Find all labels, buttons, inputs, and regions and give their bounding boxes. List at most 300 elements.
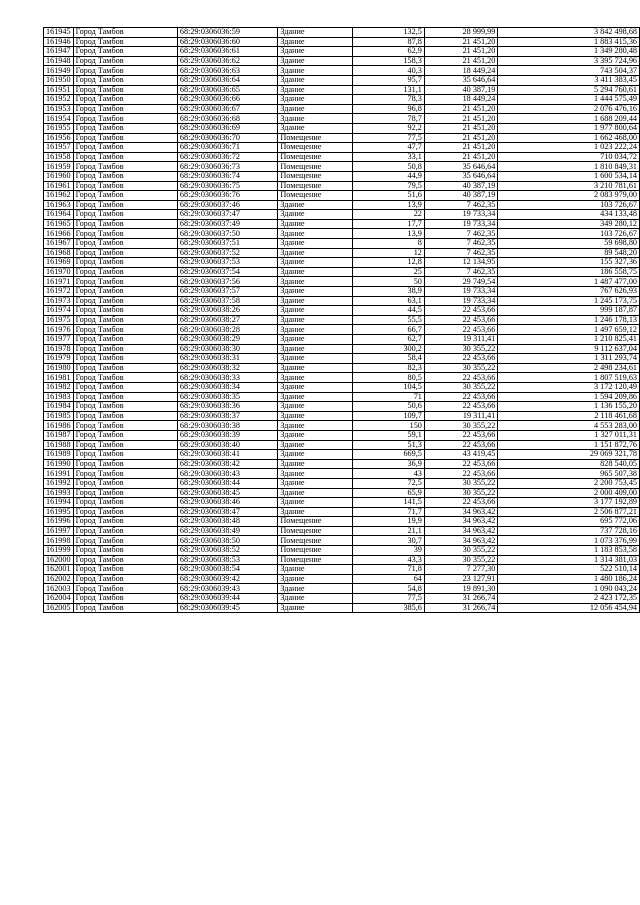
area-cell: 12 [353,248,425,258]
object-type-cell: Здание [278,47,353,57]
object-type-cell: Здание [278,488,353,498]
table-row [44,363,640,373]
cadastral-number-cell: 68:29:0306038:53 [177,555,277,565]
specific-value-cell: 22 453,66 [424,354,497,364]
area-cell: 19,9 [353,517,425,527]
cadastral-number-cell: 68:29:0306037:54 [177,267,277,277]
cadastral-value-cell: 767 626,93 [498,287,640,297]
object-type-cell: Здание [278,267,353,277]
object-type-cell: Здание [278,56,353,66]
row-number-cell: 161950 [44,75,74,85]
cadastral-number-cell: 68:29:0306038:29 [177,335,277,345]
city-cell: Город Тамбов [73,584,177,594]
cadastral-value-cell: 3 842 498,68 [498,28,640,38]
cadastral-value-cell: 89 548,20 [498,248,640,258]
cadastral-value-cell: 1 444 575,49 [498,95,640,105]
object-type-cell: Здание [278,200,353,210]
table-row [44,210,640,220]
area-cell: 22 [353,210,425,220]
specific-value-cell: 21 451,20 [424,37,497,47]
cadastral-number-cell: 68:29:0306038:49 [177,526,277,536]
cadastral-number-cell: 68:29:0306038:28 [177,325,277,335]
cadastral-value-cell: 3 411 383,45 [498,75,640,85]
table-row [44,382,640,392]
specific-value-cell: 18 449,24 [424,95,497,105]
cadastral-value-cell: 4 553 283,00 [498,421,640,431]
area-cell: 77,5 [353,133,425,143]
table-row [44,603,640,613]
cadastral-number-cell: 68:29:0306036:69 [177,123,277,133]
cadastral-number-cell: 68:29:0306036:71 [177,143,277,153]
cadastral-number-cell: 68:29:0306039:42 [177,574,277,584]
cadastral-number-cell: 68:29:0306036:59 [177,28,277,38]
city-cell: Город Тамбов [73,459,177,469]
object-type-cell: Здание [278,440,353,450]
cadastral-number-cell: 68:29:0306038:40 [177,440,277,450]
cadastral-value-cell: 1 883 415,36 [498,37,640,47]
table-row [44,95,640,105]
cadastral-value-cell: 2 118 461,68 [498,411,640,421]
row-number-cell: 161995 [44,507,74,517]
cadastral-number-cell: 68:29:0306036:65 [177,85,277,95]
object-type-cell: Здание [278,114,353,124]
area-cell: 104,5 [353,382,425,392]
area-cell: 95,7 [353,75,425,85]
object-type-cell: Здание [278,402,353,412]
row-number-cell: 161991 [44,469,74,479]
cadastral-value-cell: 1 210 825,41 [498,335,640,345]
object-type-cell: Здание [278,277,353,287]
object-type-cell: Здание [278,219,353,229]
row-number-cell: 161957 [44,143,74,153]
city-cell: Город Тамбов [73,258,177,268]
row-number-cell: 161953 [44,104,74,114]
table-row [44,526,640,536]
area-cell: 8 [353,239,425,249]
table-row [44,565,640,575]
specific-value-cell: 22 453,66 [424,392,497,402]
specific-value-cell: 21 451,20 [424,133,497,143]
table-row [44,354,640,364]
object-type-cell: Здание [278,229,353,239]
cadastral-number-cell: 68:29:0306036:73 [177,162,277,172]
area-cell: 54,8 [353,584,425,594]
object-type-cell: Помещение [278,133,353,143]
area-cell: 65,9 [353,488,425,498]
city-cell: Город Тамбов [73,171,177,181]
object-type-cell: Здание [278,584,353,594]
row-number-cell: 161975 [44,315,74,325]
cadastral-value-cell: 710 034,72 [498,152,640,162]
table-row [44,440,640,450]
city-cell: Город Тамбов [73,517,177,527]
table-row [44,325,640,335]
specific-value-cell: 31 266,74 [424,603,497,613]
table-row [44,287,640,297]
table-row [44,267,640,277]
object-type-cell: Здание [278,75,353,85]
cadastral-value-cell: 1 090 043,24 [498,584,640,594]
cadastral-number-cell: 68:29:0306038:47 [177,507,277,517]
cadastral-value-cell: 695 772,06 [498,517,640,527]
area-cell: 109,7 [353,411,425,421]
row-number-cell: 161958 [44,152,74,162]
object-type-cell: Здание [278,421,353,431]
city-cell: Город Тамбов [73,594,177,604]
row-number-cell: 162005 [44,603,74,613]
city-cell: Город Тамбов [73,229,177,239]
area-cell: 39 [353,546,425,556]
object-type-cell: Здание [278,258,353,268]
specific-value-cell: 19 311,41 [424,335,497,345]
area-cell: 62,7 [353,335,425,345]
object-type-cell: Здание [278,296,353,306]
table-row [44,162,640,172]
area-cell: 141,5 [353,498,425,508]
city-cell: Город Тамбов [73,555,177,565]
object-type-cell: Здание [278,123,353,133]
area-cell: 78,3 [353,95,425,105]
row-number-cell: 161949 [44,66,74,76]
row-number-cell: 162004 [44,594,74,604]
cadastral-value-cell: 737 728,16 [498,526,640,536]
row-number-cell: 161952 [44,95,74,105]
cadastral-number-cell: 68:29:0306036:67 [177,104,277,114]
row-number-cell: 161948 [44,56,74,66]
area-cell: 13,9 [353,229,425,239]
row-number-cell: 161970 [44,267,74,277]
object-type-cell: Здание [278,498,353,508]
city-cell: Город Тамбов [73,114,177,124]
specific-value-cell: 19 891,30 [424,584,497,594]
row-number-cell: 161999 [44,546,74,556]
area-cell: 25 [353,267,425,277]
table-body [44,28,640,613]
specific-value-cell: 34 963,42 [424,517,497,527]
cadastral-number-cell: 68:29:0306036:61 [177,47,277,57]
table-row [44,546,640,556]
city-cell: Город Тамбов [73,382,177,392]
area-cell: 51,3 [353,440,425,450]
city-cell: Город Тамбов [73,565,177,575]
object-type-cell: Помещение [278,171,353,181]
table-row [44,594,640,604]
cadastral-number-cell: 68:29:0306038:31 [177,354,277,364]
city-cell: Город Тамбов [73,56,177,66]
city-cell: Город Тамбов [73,287,177,297]
specific-value-cell: 7 462,35 [424,248,497,258]
specific-value-cell: 31 266,74 [424,594,497,604]
cadastral-number-cell: 68:29:0306037:56 [177,277,277,287]
row-number-cell: 161960 [44,171,74,181]
area-cell: 300,2 [353,344,425,354]
row-number-cell: 161967 [44,239,74,249]
cadastral-number-cell: 68:29:0306038:44 [177,478,277,488]
cadastral-number-cell: 68:29:0306038:35 [177,392,277,402]
specific-value-cell: 21 451,20 [424,123,497,133]
cadastral-number-cell: 68:29:0306038:27 [177,315,277,325]
table-row [44,584,640,594]
row-number-cell: 161993 [44,488,74,498]
city-cell: Город Тамбов [73,37,177,47]
city-cell: Город Тамбов [73,574,177,584]
object-type-cell: Здание [278,28,353,38]
city-cell: Город Тамбов [73,498,177,508]
table-row [44,335,640,345]
object-type-cell: Здание [278,373,353,383]
table-row [44,315,640,325]
specific-value-cell: 19 733,34 [424,296,497,306]
city-cell: Город Тамбов [73,306,177,316]
cadastral-number-cell: 68:29:0306037:46 [177,200,277,210]
cadastral-value-cell: 2 506 877,21 [498,507,640,517]
object-type-cell: Здание [278,306,353,316]
table-row [44,171,640,181]
specific-value-cell: 22 453,66 [424,469,497,479]
specific-value-cell: 29 749,54 [424,277,497,287]
row-number-cell: 161945 [44,28,74,38]
table-row [44,459,640,469]
object-type-cell: Здание [278,594,353,604]
cadastral-number-cell: 68:29:0306036:76 [177,191,277,201]
specific-value-cell: 30 355,22 [424,344,497,354]
city-cell: Город Тамбов [73,75,177,85]
row-number-cell: 161955 [44,123,74,133]
cadastral-number-cell: 68:29:0306038:50 [177,536,277,546]
specific-value-cell: 40 387,19 [424,191,497,201]
table-row [44,296,640,306]
row-number-cell: 161986 [44,421,74,431]
city-cell: Город Тамбов [73,277,177,287]
cadastral-number-cell: 68:29:0306037:51 [177,239,277,249]
table-row [44,478,640,488]
object-type-cell: Здание [278,478,353,488]
specific-value-cell: 30 355,22 [424,555,497,565]
area-cell: 58,4 [353,354,425,364]
cadastral-value-cell: 2 000 409,00 [498,488,640,498]
table-row [44,28,640,38]
city-cell: Город Тамбов [73,219,177,229]
table-row [44,306,640,316]
specific-value-cell: 35 646,64 [424,75,497,85]
object-type-cell: Здание [278,382,353,392]
area-cell: 12,8 [353,258,425,268]
city-cell: Город Тамбов [73,392,177,402]
city-cell: Город Тамбов [73,603,177,613]
cadastral-value-cell: 12 056 454,94 [498,603,640,613]
city-cell: Город Тамбов [73,85,177,95]
row-number-cell: 161994 [44,498,74,508]
specific-value-cell: 7 462,35 [424,239,497,249]
area-cell: 59,1 [353,430,425,440]
cadastral-value-cell: 9 112 637,04 [498,344,640,354]
cadastral-number-cell: 68:29:0306036:62 [177,56,277,66]
area-cell: 82,3 [353,363,425,373]
object-type-cell: Здание [278,363,353,373]
row-number-cell: 161974 [44,306,74,316]
specific-value-cell: 22 453,66 [424,373,497,383]
object-type-cell: Помещение [278,526,353,536]
area-cell: 44,9 [353,171,425,181]
cadastral-value-cell: 1 349 280,48 [498,47,640,57]
specific-value-cell: 34 963,42 [424,507,497,517]
table-row [44,402,640,412]
cadastral-number-cell: 68:29:0306036:64 [177,75,277,85]
cadastral-value-cell: 5 294 760,61 [498,85,640,95]
table-row [44,75,640,85]
cadastral-number-cell: 68:29:0306038:30 [177,344,277,354]
city-cell: Город Тамбов [73,47,177,57]
specific-value-cell: 21 451,20 [424,104,497,114]
city-cell: Город Тамбов [73,344,177,354]
specific-value-cell: 34 963,42 [424,536,497,546]
row-number-cell: 161982 [44,382,74,392]
object-type-cell: Здание [278,325,353,335]
table-row [44,152,640,162]
table-row [44,555,640,565]
cadastral-number-cell: 68:29:0306038:45 [177,488,277,498]
row-number-cell: 161997 [44,526,74,536]
table-row [44,85,640,95]
cadastral-value-cell: 1 600 534,14 [498,171,640,181]
table-row [44,143,640,153]
object-type-cell: Здание [278,411,353,421]
specific-value-cell: 22 453,66 [424,306,497,316]
specific-value-cell: 7 277,30 [424,565,497,575]
area-cell: 64 [353,574,425,584]
area-cell: 92,2 [353,123,425,133]
cadastral-number-cell: 68:29:0306037:50 [177,229,277,239]
city-cell: Город Тамбов [73,430,177,440]
specific-value-cell: 22 453,66 [424,459,497,469]
city-cell: Город Тамбов [73,152,177,162]
area-cell: 158,3 [353,56,425,66]
city-cell: Город Тамбов [73,469,177,479]
table-row [44,123,640,133]
specific-value-cell: 22 453,66 [424,498,497,508]
row-number-cell: 161992 [44,478,74,488]
city-cell: Город Тамбов [73,411,177,421]
city-cell: Город Тамбов [73,325,177,335]
specific-value-cell: 22 453,66 [424,325,497,335]
row-number-cell: 161956 [44,133,74,143]
object-type-cell: Здание [278,315,353,325]
specific-value-cell: 21 451,20 [424,47,497,57]
city-cell: Город Тамбов [73,450,177,460]
table-row [44,37,640,47]
object-type-cell: Здание [278,392,353,402]
row-number-cell: 161959 [44,162,74,172]
cadastral-value-cell: 2 083 979,00 [498,191,640,201]
object-type-cell: Здание [278,354,353,364]
object-type-cell: Здание [278,565,353,575]
city-cell: Город Тамбов [73,66,177,76]
area-cell: 40,3 [353,66,425,76]
cadastral-number-cell: 68:29:0306036:70 [177,133,277,143]
city-cell: Город Тамбов [73,143,177,153]
object-type-cell: Здание [278,66,353,76]
city-cell: Город Тамбов [73,478,177,488]
area-cell: 71,8 [353,565,425,575]
row-number-cell: 161963 [44,200,74,210]
area-cell: 79,5 [353,181,425,191]
cadastral-value-cell: 1 810 849,31 [498,162,640,172]
row-number-cell: 161976 [44,325,74,335]
cadastral-number-cell: 68:29:0306038:36 [177,402,277,412]
specific-value-cell: 40 387,19 [424,181,497,191]
cadastral-number-cell: 68:29:0306036:66 [177,95,277,105]
cadastral-value-cell: 522 510,14 [498,565,640,575]
cadastral-value-cell: 29 069 321,78 [498,450,640,460]
specific-value-cell: 19 733,34 [424,219,497,229]
specific-value-cell: 43 419,45 [424,450,497,460]
cadastral-value-cell: 3 172 120,49 [498,382,640,392]
row-number-cell: 161984 [44,402,74,412]
city-cell: Город Тамбов [73,133,177,143]
city-cell: Город Тамбов [73,248,177,258]
specific-value-cell: 21 451,20 [424,114,497,124]
cadastral-number-cell: 68:29:0306039:43 [177,584,277,594]
row-number-cell: 161962 [44,191,74,201]
city-cell: Город Тамбов [73,536,177,546]
cadastral-value-cell: 1 977 800,64 [498,123,640,133]
city-cell: Город Тамбов [73,200,177,210]
row-number-cell: 161978 [44,344,74,354]
area-cell: 36,9 [353,459,425,469]
specific-value-cell: 40 387,19 [424,85,497,95]
area-cell: 17,7 [353,219,425,229]
specific-value-cell: 30 355,22 [424,488,497,498]
table-row [44,498,640,508]
area-cell: 43 [353,469,425,479]
city-cell: Город Тамбов [73,296,177,306]
cadastral-value-cell: 3 395 724,96 [498,56,640,66]
table-row [44,248,640,258]
specific-value-cell: 22 453,66 [424,430,497,440]
cadastral-number-cell: 68:29:0306038:48 [177,517,277,527]
city-cell: Город Тамбов [73,28,177,38]
city-cell: Город Тамбов [73,181,177,191]
cadastral-number-cell: 68:29:0306037:53 [177,258,277,268]
city-cell: Город Тамбов [73,162,177,172]
object-type-cell: Помещение [278,517,353,527]
table-row [44,488,640,498]
specific-value-cell: 30 355,22 [424,546,497,556]
cadastral-number-cell: 68:29:0306038:26 [177,306,277,316]
row-number-cell: 161989 [44,450,74,460]
cadastral-number-cell: 68:29:0306038:39 [177,430,277,440]
area-cell: 132,5 [353,28,425,38]
cadastral-value-cell: 1 487 477,00 [498,277,640,287]
specific-value-cell: 7 462,35 [424,229,497,239]
city-cell: Город Тамбов [73,104,177,114]
object-type-cell: Помещение [278,152,353,162]
specific-value-cell: 19 733,34 [424,287,497,297]
specific-value-cell: 30 355,22 [424,363,497,373]
area-cell: 38,9 [353,287,425,297]
area-cell: 77,5 [353,594,425,604]
table-row [44,469,640,479]
specific-value-cell: 21 451,20 [424,152,497,162]
row-number-cell: 161951 [44,85,74,95]
cadastral-number-cell: 68:29:0306038:52 [177,546,277,556]
table-row [44,421,640,431]
table-row [44,450,640,460]
object-type-cell: Здание [278,344,353,354]
area-cell: 131,1 [353,85,425,95]
row-number-cell: 161983 [44,392,74,402]
cadastral-number-cell: 68:29:0306036:63 [177,66,277,76]
